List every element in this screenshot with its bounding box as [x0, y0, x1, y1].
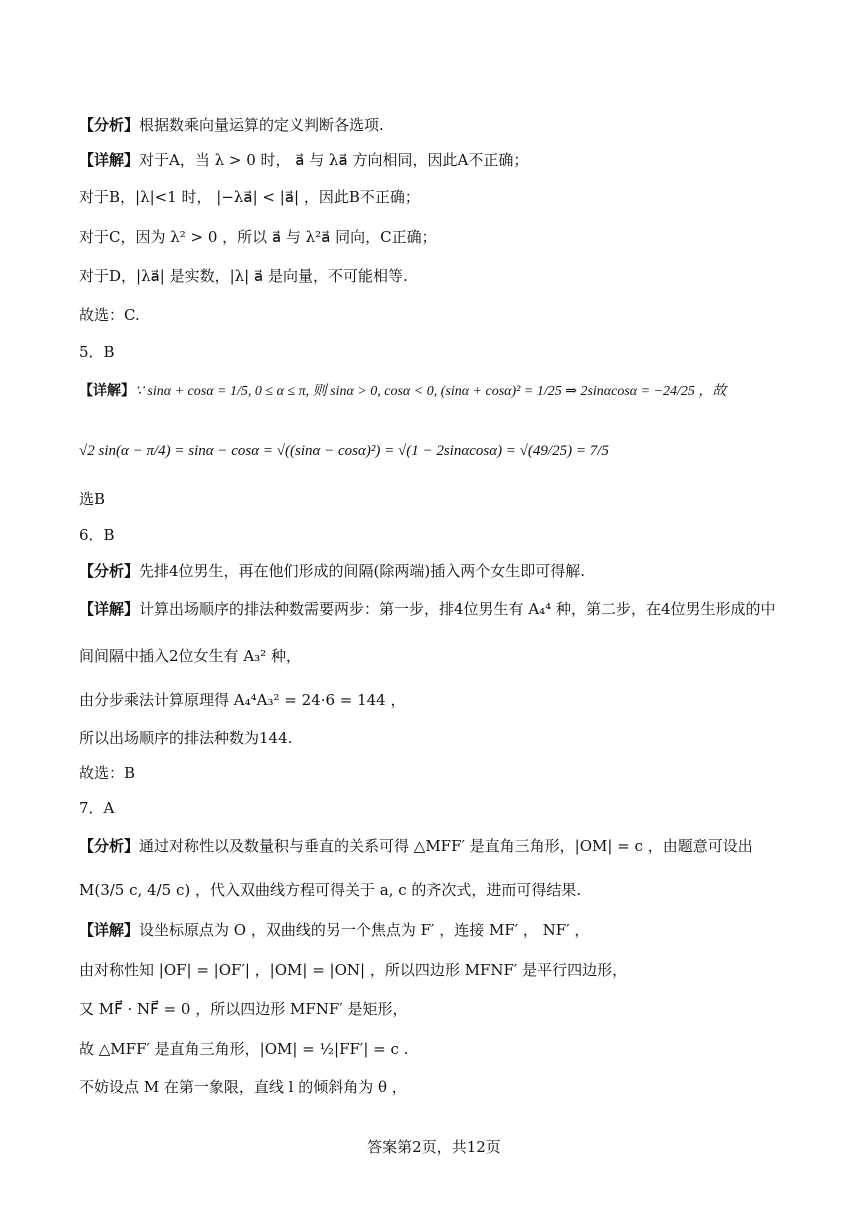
section-label: 【详解】: [79, 921, 140, 939]
text-line: [79, 489, 808, 509]
line-text: 不妨设点 M 在第一象限，直线 l 的倾斜角为 θ ，: [79, 1078, 407, 1096]
section-label: 【分析】: [79, 837, 140, 855]
text-line: [79, 1077, 808, 1097]
line-text: 计算出场顺序的排法种数需要两步：第一步，排4位男生有 A₄⁴ 种，第二步，在4位男生形成的中: [139, 600, 776, 618]
line-text: 设坐标原点为 O ，双曲线的另一个焦点为 F′ ，连接 MF′ ， NF′ ，: [139, 921, 590, 939]
page-footer: 答案第2页，共12页: [367, 1138, 501, 1156]
line-text: 故 △MFF′ 是直角三角形，|OM| = ½|FF′| = c .: [79, 1040, 409, 1058]
line-text: 6．B: [79, 526, 115, 544]
text-line: [79, 920, 808, 940]
line-text: 先排4位男生，再在他们形成的间隔(除两端)插入两个女生即可得解.: [139, 562, 586, 580]
line-text: 通过对称性以及数量积与垂直的关系可得 △MFF′ 是直角三角形，|OM| = c ，由题意可设出: [139, 837, 753, 855]
text-line: [79, 880, 808, 900]
line-text: 根据数乘向量运算的定义判断各选项.: [139, 116, 384, 134]
text-line: [79, 440, 808, 461]
text-line: [79, 1039, 808, 1059]
text-line: [79, 266, 808, 286]
line-text: 所以出场顺序的排法种数为144.: [79, 729, 293, 747]
text-line: [79, 999, 808, 1019]
text-line: [79, 381, 808, 402]
question-number: [79, 525, 808, 545]
section-label: 【详解】: [79, 151, 140, 169]
line-text: 间间隔中插入2位女生有 A₃² 种，: [79, 647, 301, 665]
question-number: [79, 798, 808, 818]
text-line: [79, 561, 808, 581]
line-text: 5．B: [79, 343, 115, 361]
section-label: 【详解】: [79, 600, 140, 618]
line-text: 由分步乘法计算原理得 A₄⁴A₃² = 24·6 = 144 ，: [79, 691, 406, 709]
section-label: 【分析】: [79, 116, 140, 134]
line-text: 由对称性知 |OF| = |OF′| ，|OM| = |ON| ，所以四边形 MFNF′ 是平行四边形，: [79, 961, 628, 979]
text-line: [79, 690, 808, 710]
text-line: [79, 728, 808, 748]
formula: √2 sin(α − π/4) = sinα − cosα = √((sinα − cosα)²) = √(1 − 2sinαcosα) = √(49/25) = 7/5: [79, 443, 609, 459]
text-line: [79, 836, 808, 856]
line-text: 对于A，当 λ > 0 时， a⃗ 与 λa⃗ 方向相同，因此A不正确；: [139, 151, 529, 169]
text-line: [79, 960, 808, 980]
line-text: M(3/5 c, 4/5 c) ，代入双曲线方程可得关于 a, c 的齐次式，进而可得结果.: [79, 881, 582, 899]
section-label: 【分析】: [79, 562, 140, 580]
formula: ∵ sinα + cosα = 1/5, 0 ≤ α ≤ π, 则 sinα > 0, cosα < 0, (sinα + cosα)² = 1/25 ⇒ 2sinαcosα = −24/25 ，故: [135, 384, 727, 399]
line-text: 对于C，因为 λ² > 0 ，所以 a⃗ 与 λ²a⃗ 同向，C正确；: [79, 228, 437, 246]
question-number: [79, 342, 808, 362]
text-line: [79, 227, 808, 247]
text-line: [79, 115, 808, 135]
line-text: 对于D，|λa⃗| 是实数，|λ| a⃗ 是向量，不可能相等.: [79, 267, 408, 285]
line-text: 又 MF⃗ · NF⃗ = 0 ，所以四边形 MFNF′ 是矩形，: [79, 1000, 408, 1018]
line-text: 7．A: [79, 799, 115, 817]
text-line: [79, 646, 808, 666]
text-line: [79, 305, 808, 325]
text-line: [79, 187, 808, 207]
line-text: 故选：B: [79, 764, 136, 782]
section-label: 【详解】: [79, 383, 135, 399]
line-text: 选B: [79, 490, 106, 508]
text-line: [79, 599, 808, 619]
line-text: 对于B，|λ|<1 时， |−λa⃗| < |a⃗| ，因此B不正确；: [79, 188, 420, 206]
text-line: [79, 763, 808, 783]
line-text: 故选：C.: [79, 306, 140, 324]
text-line: [79, 150, 808, 170]
